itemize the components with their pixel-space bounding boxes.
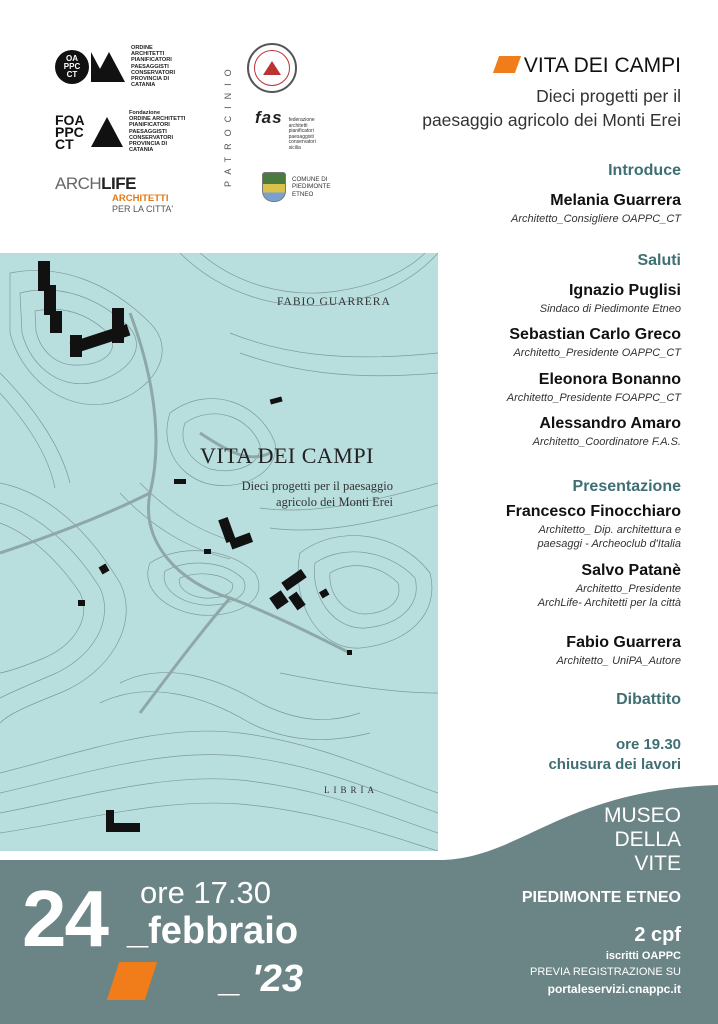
archeoclub-logo bbox=[247, 43, 297, 93]
cpf-note: iscritti OAPPC bbox=[605, 950, 681, 962]
foappc-triangle-icon bbox=[91, 117, 123, 147]
speaker-role: Architetto_Coordinatore F.A.S. bbox=[532, 436, 681, 448]
cpf-credits: 2 cpf bbox=[634, 924, 681, 946]
presentazione-heading: Presentazione bbox=[572, 478, 681, 495]
foappc-logo bbox=[55, 110, 185, 153]
cover-title: VITA DEI CAMPI bbox=[200, 443, 374, 468]
registration-label: PREVIA REGISTRAZIONE SU bbox=[530, 966, 681, 978]
book-cover bbox=[0, 253, 438, 851]
speaker-name: Ignazio Puglisi bbox=[568, 282, 681, 299]
venue-place: PIEDIMONTE ETNEO bbox=[521, 889, 681, 906]
crest-icon bbox=[262, 172, 286, 202]
cover-subtitle: Dieci progetti per il paesaggio agricolo dei Monti Erei bbox=[241, 479, 393, 509]
saluti-heading: Saluti bbox=[637, 252, 681, 269]
oappc-logo bbox=[55, 45, 175, 88]
foappc-mark: FOA PPC CT bbox=[55, 111, 85, 152]
oappc-triangle-icon-2 bbox=[93, 52, 125, 82]
contour-map bbox=[0, 253, 438, 851]
comune-logo: COMUNE DI PIEDIMONTE ETNEO bbox=[262, 172, 331, 202]
speaker-name: Alessandro Amaro bbox=[539, 415, 681, 432]
event-day: 24 bbox=[22, 874, 107, 963]
archlife-logo: ARCHLIFE ARCHITETTI PER LA CITTA' bbox=[55, 174, 174, 214]
registration-url[interactable]: portaleservizi.cnappc.it bbox=[547, 982, 681, 996]
closing-info: ore 19.30 chiusura dei lavori bbox=[548, 736, 681, 773]
speaker-name: Francesco Finocchiaro bbox=[505, 503, 681, 520]
oappc-text: ORDINE ARCHITETTI PIANIFICATORI PAESAGGISTI CONSERVATORI PROVINCIA DI CATANIA bbox=[131, 45, 176, 89]
patrocinio-label: PATROCINIO bbox=[223, 62, 233, 188]
speaker-role: Sindaco di Piedimonte Etneo bbox=[539, 303, 681, 315]
event-time: ore 17.30 bbox=[140, 875, 271, 910]
speaker-role: Architetto_Presidente OAPPC_CT bbox=[513, 347, 681, 359]
speaker-name: Sebastian Carlo Greco bbox=[509, 326, 681, 343]
cover-author: FABIO GUARRERA bbox=[277, 296, 391, 308]
speaker-role: Architetto_Presidente FOAPPC_CT bbox=[506, 392, 681, 404]
venue-name: MUSEO DELLA VITE bbox=[603, 804, 681, 875]
event-month: _febbraio bbox=[127, 910, 299, 952]
cover-publisher: LIBRIA bbox=[324, 785, 378, 795]
speaker-name: Eleonora Bonanno bbox=[538, 371, 681, 388]
oappc-mark: OA PPC CT bbox=[55, 50, 89, 84]
speaker-role: Architetto_ UniPA_Autore bbox=[556, 655, 681, 667]
speaker-name: Fabio Guarrera bbox=[566, 634, 681, 651]
foappc-text: Fondazione ORDINE ARCHITETTI PIANIFICATORI PAESAGGISTI CONSERVATORI PROVINCIA DI CATANIA bbox=[129, 110, 186, 154]
fas-logo: fas federazione architetti pianificatori paesaggisti conservatori sicilia bbox=[255, 108, 316, 151]
speaker-name: Salvo Patanè bbox=[581, 562, 681, 579]
event-year: _ '23 bbox=[220, 958, 303, 1000]
speaker-role: Architetto_Presidente ArchLife- Architetti per la città bbox=[537, 583, 681, 609]
archeoclub-triangle-icon bbox=[263, 61, 281, 75]
dibattito-heading: Dibattito bbox=[616, 691, 681, 708]
speaker-role: Architetto_Consigliere OAPPC_CT bbox=[511, 213, 681, 225]
event-subtitle: Dieci progetti per il paesaggio agricolo dei Monti Erei bbox=[422, 86, 681, 130]
orange-mark-icon bbox=[493, 56, 521, 73]
event-title: VITA DEI CAMPI bbox=[496, 54, 681, 78]
speaker-role: Architetto_ Dip. architettura e paesaggi - Archeoclub d'Italia bbox=[537, 524, 681, 550]
speaker-name: Melania Guarrera bbox=[550, 192, 681, 209]
introduce-heading: Introduce bbox=[608, 162, 681, 179]
